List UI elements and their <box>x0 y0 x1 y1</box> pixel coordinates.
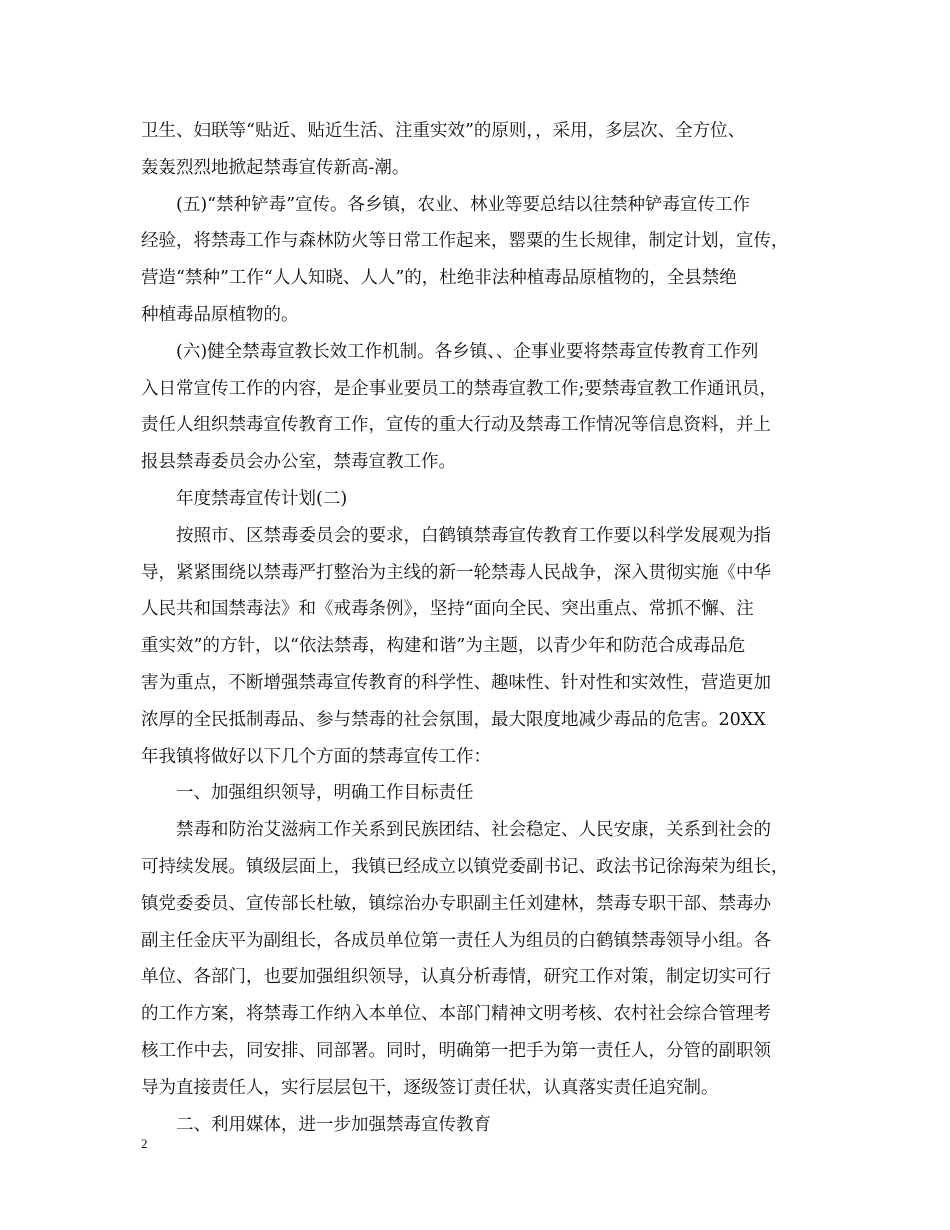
text-line: 入日常宣传工作的内容，是企事业要员工的禁毒宣教工作;要禁毒宣教工作通讯员， <box>141 378 777 399</box>
text-line: 经验，将禁毒工作与森林防火等日常工作起来，罂粟的生长规律，制定计划，宣传， <box>141 231 789 252</box>
text-line: 害为重点，不断增强禁毒宣传教育的科学性、趣味性、针对性和实效性，营造更加 <box>141 672 771 693</box>
text-line: 年度禁毒宣传计划(二) <box>176 488 348 509</box>
text-line: 营造“禁种”工作“人人知晓、人人”的，杜绝非法种植毒品原植物的，全县禁绝 <box>141 268 737 289</box>
text-line: 卫生、妇联等“贴近、贴近生活、注重实效”的原则，，采用，多层次、全方位、 <box>141 121 746 141</box>
text-line: 报县禁毒委员会办公室，禁毒宣教工作。 <box>141 452 456 473</box>
document-body <box>141 113 821 1143</box>
text-line: 核工作中去，同安排、同部署。同时，明确第一把手为第一责任人，分管的副职领 <box>141 1040 771 1061</box>
text-line: 导，紧紧围绕以禁毒严打整治为主线的新一轮禁毒人民战争，深入贯彻实施《中华 <box>141 562 771 583</box>
text-line: 责任人组织禁毒宣传教育工作，宣传的重大行动及禁毒工作情况等信息资料，并上 <box>141 415 771 436</box>
text-line: 可持续发展。镇级层面上，我镇已经成立以镇党委副书记、政法书记徐海荣为组长， <box>141 856 789 877</box>
page-number: 2 <box>141 1136 148 1151</box>
text-line: 轰轰烈烈地掀起禁毒宣传新高-潮。 <box>141 157 410 178</box>
text-line: 浓厚的全民抵制毒品、参与禁毒的社会氛围，最大限度地减少毒品的危害。20XX <box>141 709 766 730</box>
text-line: 镇党委委员、宣传部长杜敏，镇综治办专职副主任刘建林，禁毒专职干部、禁毒办 <box>141 893 771 914</box>
text-line: 重实效”的方针，以“依法禁毒，构建和谐”为主题，以青少年和防范合成毒品危 <box>141 636 746 657</box>
text-line: 单位、各部门，也要加强组织领导，认真分析毒情，研究工作对策，制定切实可行 <box>141 967 771 988</box>
text-line: 副主任金庆平为副组长，各成员单位第一责任人为组员的白鹤镇禁毒领导小组。各 <box>141 930 771 951</box>
text-line: 二、利用媒体，进一步加强禁毒宣传教育 <box>176 1114 491 1135</box>
text-line: 的工作方案，将禁毒工作纳入本单位、本部门精神文明考核、农村社会综合管理考 <box>141 1004 771 1025</box>
text-line: 一、加强组织领导，明确工作目标责任 <box>176 783 474 804</box>
text-line: 种植毒品原植物的。 <box>141 304 299 325</box>
text-line: 禁毒和防治艾滋病工作关系到民族团结、社会稳定、人民安康，关系到社会的 <box>176 820 771 841</box>
text-line: 人民共和国禁毒法》和《戒毒条例》，坚持“面向全民、突出重点、常抓不懈、注 <box>141 599 754 620</box>
text-line: 按照市、区禁毒委员会的要求，白鹤镇禁毒宣传教育工作要以科学发展观为指 <box>176 525 771 546</box>
text-line: 年我镇将做好以下几个方面的禁毒宣传工作： <box>141 746 491 767</box>
text-line: (五)“禁种铲毒”宣传。各乡镇，农业、林业等要总结以往禁种铲毒宣传工作 <box>176 194 751 215</box>
text-line: (六)健全禁毒宣教长效工作机制。各乡镇、、企事业要将禁毒宣传教育工作列 <box>176 341 759 362</box>
text-line: 导为直接责任人，实行层层包干，逐级签订责任状，认真落实责任追究制。 <box>141 1077 719 1098</box>
